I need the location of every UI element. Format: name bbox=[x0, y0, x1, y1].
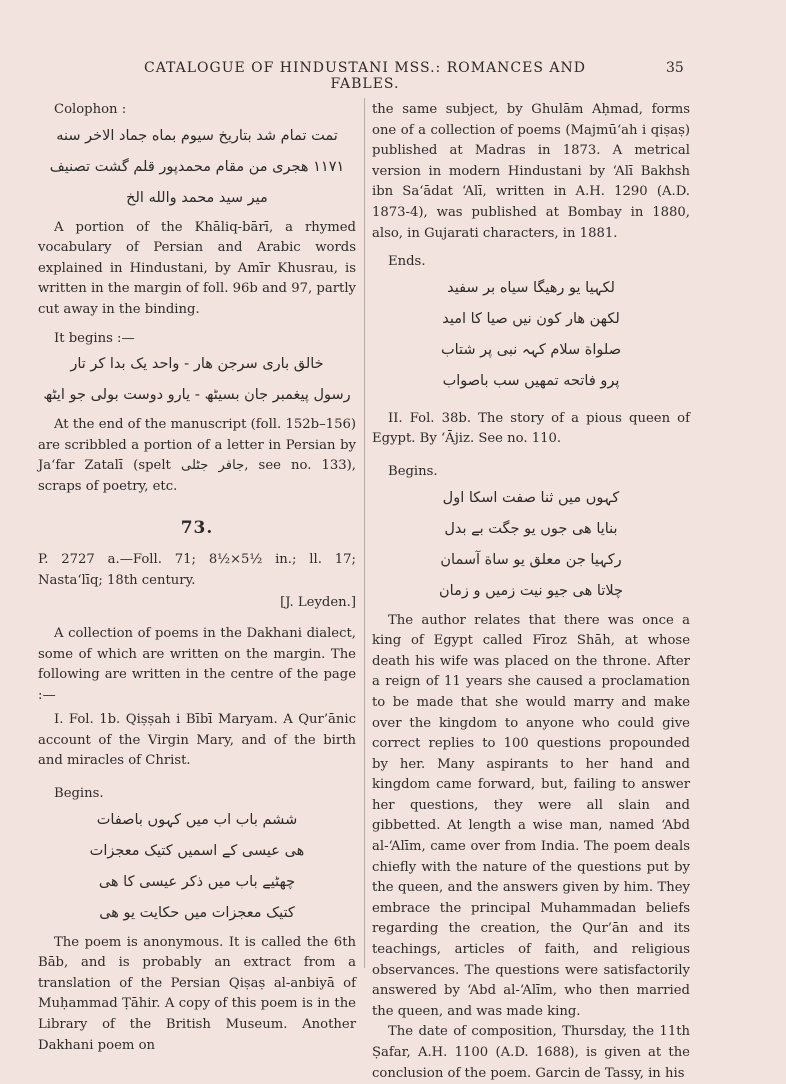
story-paragraph: The author relates that there was once a king of Egypt called Fīroz Shāh, at whose death his wife was placed on the throne. After a reign of 11 years she caused a proclamation to be made that she would marry and make over the kingdom to anyone who could give correct replies to 100 questions propounded by her. Many aspirants to her hand and kingdom came forward, but, failing to answer her questions, they were all slain and gibbetted. At length a wise man, named ‘Abd al-‘Alīm, came over from India. The poem deals chiefly with the nature of the questions put by the queen, and the answers given by him. They embrace the principal Muhammadan beliefs regarding the creation, the Qur’ān and its teachings, articles of faith, and religious observances. The questions were satisfactorily answered by ‘Abd al-‘Alīm, who then married the queen, and was made king. bbox=[372, 612, 690, 1019]
urdu-line: ١١٧١ هجری من مقام محمدپور قلم گشت تصنیف bbox=[49, 158, 345, 175]
column-divider bbox=[364, 98, 365, 968]
urdu-line: خالق باری سرجن هار - واحد یک بدا کر تار bbox=[70, 356, 324, 373]
right-column bbox=[372, 100, 690, 1084]
shelfmark-line: P. 2727 a.—Foll. 71; 8½×5½ in.; ll. 17; Nasta‘līq; 18th century. bbox=[38, 552, 356, 588]
maryam-verses bbox=[38, 805, 356, 929]
urdu-line: صلواة سلام کہہ نبی پر شتاب bbox=[440, 341, 622, 358]
khaliq-bari-verses bbox=[38, 349, 356, 411]
urdu-line: رکہیا جن معلق یو ساة آسمان bbox=[440, 551, 622, 568]
urdu-line: میر سید محمد والله الخ bbox=[126, 189, 268, 206]
urdu-line: چھٹیے باب میں ذکر عیسی کا هی bbox=[98, 873, 296, 890]
urdu-line: هی عیسی کے اسمیں کتیک معجزات bbox=[89, 842, 305, 859]
khaliq-bari-paragraph: A portion of the Khāliq-bārī, a rhymed vocabulary of Persian and Arabic words explained in Hindustani, by Amīr Khusrau, is written in the margin of foll. 96b and 97, partly cut away in the binding. bbox=[38, 219, 356, 317]
urdu-line: کتیک معجزات میں حکایت یو هی bbox=[99, 904, 295, 921]
item-two-heading: II. Fol. 38b. The story of a pious queen of Egypt. By ‘Ājiz. See no. 110. bbox=[372, 410, 690, 447]
urdu-line: ششم باب اب میں کہوں باصفات bbox=[96, 811, 298, 828]
running-title: CATALOGUE OF HINDUSTANI MSS.: ROMANCES AND FABLES. bbox=[144, 60, 586, 92]
begins-label: Begins. bbox=[388, 463, 438, 479]
queen-verses bbox=[372, 483, 690, 607]
urdu-line: تمت تمام شد بتاریخ سیوم بماه جماد الاخر سنه bbox=[56, 127, 338, 144]
ends-verses bbox=[372, 273, 690, 397]
colophon-text bbox=[38, 121, 356, 214]
continuation-paragraph: the same subject, by Ghulām Aḥmad, forms one of a collection of poems (Majmū‘ah i qiṣaṣ) published at Madras in 1873. A metrical version in modern Hindustani by ‘Alī Bakhsh ibn Sa‘ādat ‘Alī, written in A.H. 1290 (A.D. 1873-4), was published at Bombay in 1880, also, in Gujarati characters, in 1881. bbox=[372, 102, 690, 241]
urdu-line: لکهن هار کون نیں صیا کا امید bbox=[442, 310, 620, 327]
ends-label: Ends. bbox=[388, 254, 426, 270]
urdu-line: رسول پیغمبر جان بسیٹھ - یارو دوست بولی جو ایٹھ bbox=[43, 387, 351, 404]
page-number: 35 bbox=[666, 60, 684, 76]
entry-number: 73. bbox=[180, 517, 214, 538]
urdu-line: پرو فاتحه تمهیں سب باصواب bbox=[442, 372, 620, 389]
provenance-note: [J. Leyden.] bbox=[280, 595, 356, 611]
urdu-line: کہوں میں ثنا صفت اسکا اول bbox=[442, 489, 620, 506]
urdu-line: چلاتا هی جیو نیت زمیں و زمان bbox=[439, 582, 623, 599]
collection-paragraph: A collection of poems in the Dakhani dialect, some of which are written on the margin. The following are written in the centre of the page :— bbox=[38, 625, 356, 703]
begins-label: Begins. bbox=[54, 786, 104, 802]
urdu-line: بنایا هی جوں یو جگت بے بدل bbox=[444, 520, 618, 537]
anonymous-paragraph: The poem is anonymous. It is called the 6th Bāb, and is probably an extract from a translation of the Persian Qiṣaṣ al-anbiyā of Muḥammad Ṭāhir. A copy of this poem is in the Library of the British Museum. Another Dakhani poem on bbox=[38, 934, 356, 1053]
manuscript-end-paragraph: At the end of the manuscript (foll. 152b–156) are scribbled a portion of a letter in Persian by Ja‘far Zatalī (spelt جافر جٹلی, see no. 133), scraps of poetry, etc. bbox=[38, 417, 357, 494]
it-begins-label: It begins :— bbox=[54, 330, 135, 346]
colophon-label: Colophon : bbox=[54, 102, 127, 117]
left-column bbox=[38, 100, 356, 1056]
date-paragraph: The date of composition, Thursday, the 11th Ṣafar, A.H. 1100 (A.D. 1688), is given at the conclusion of the poem. Garcin de Tassy, in his bbox=[372, 1024, 690, 1081]
urdu-line: لکہیا یو رهیگا سیاه بر سفید bbox=[447, 279, 615, 296]
item-one-heading: I. Fol. 1b. Qiṣṣah i Bībī Maryam. A Qur’ānic account of the Virgin Mary, and of the birth and miracles of Christ. bbox=[38, 712, 356, 769]
